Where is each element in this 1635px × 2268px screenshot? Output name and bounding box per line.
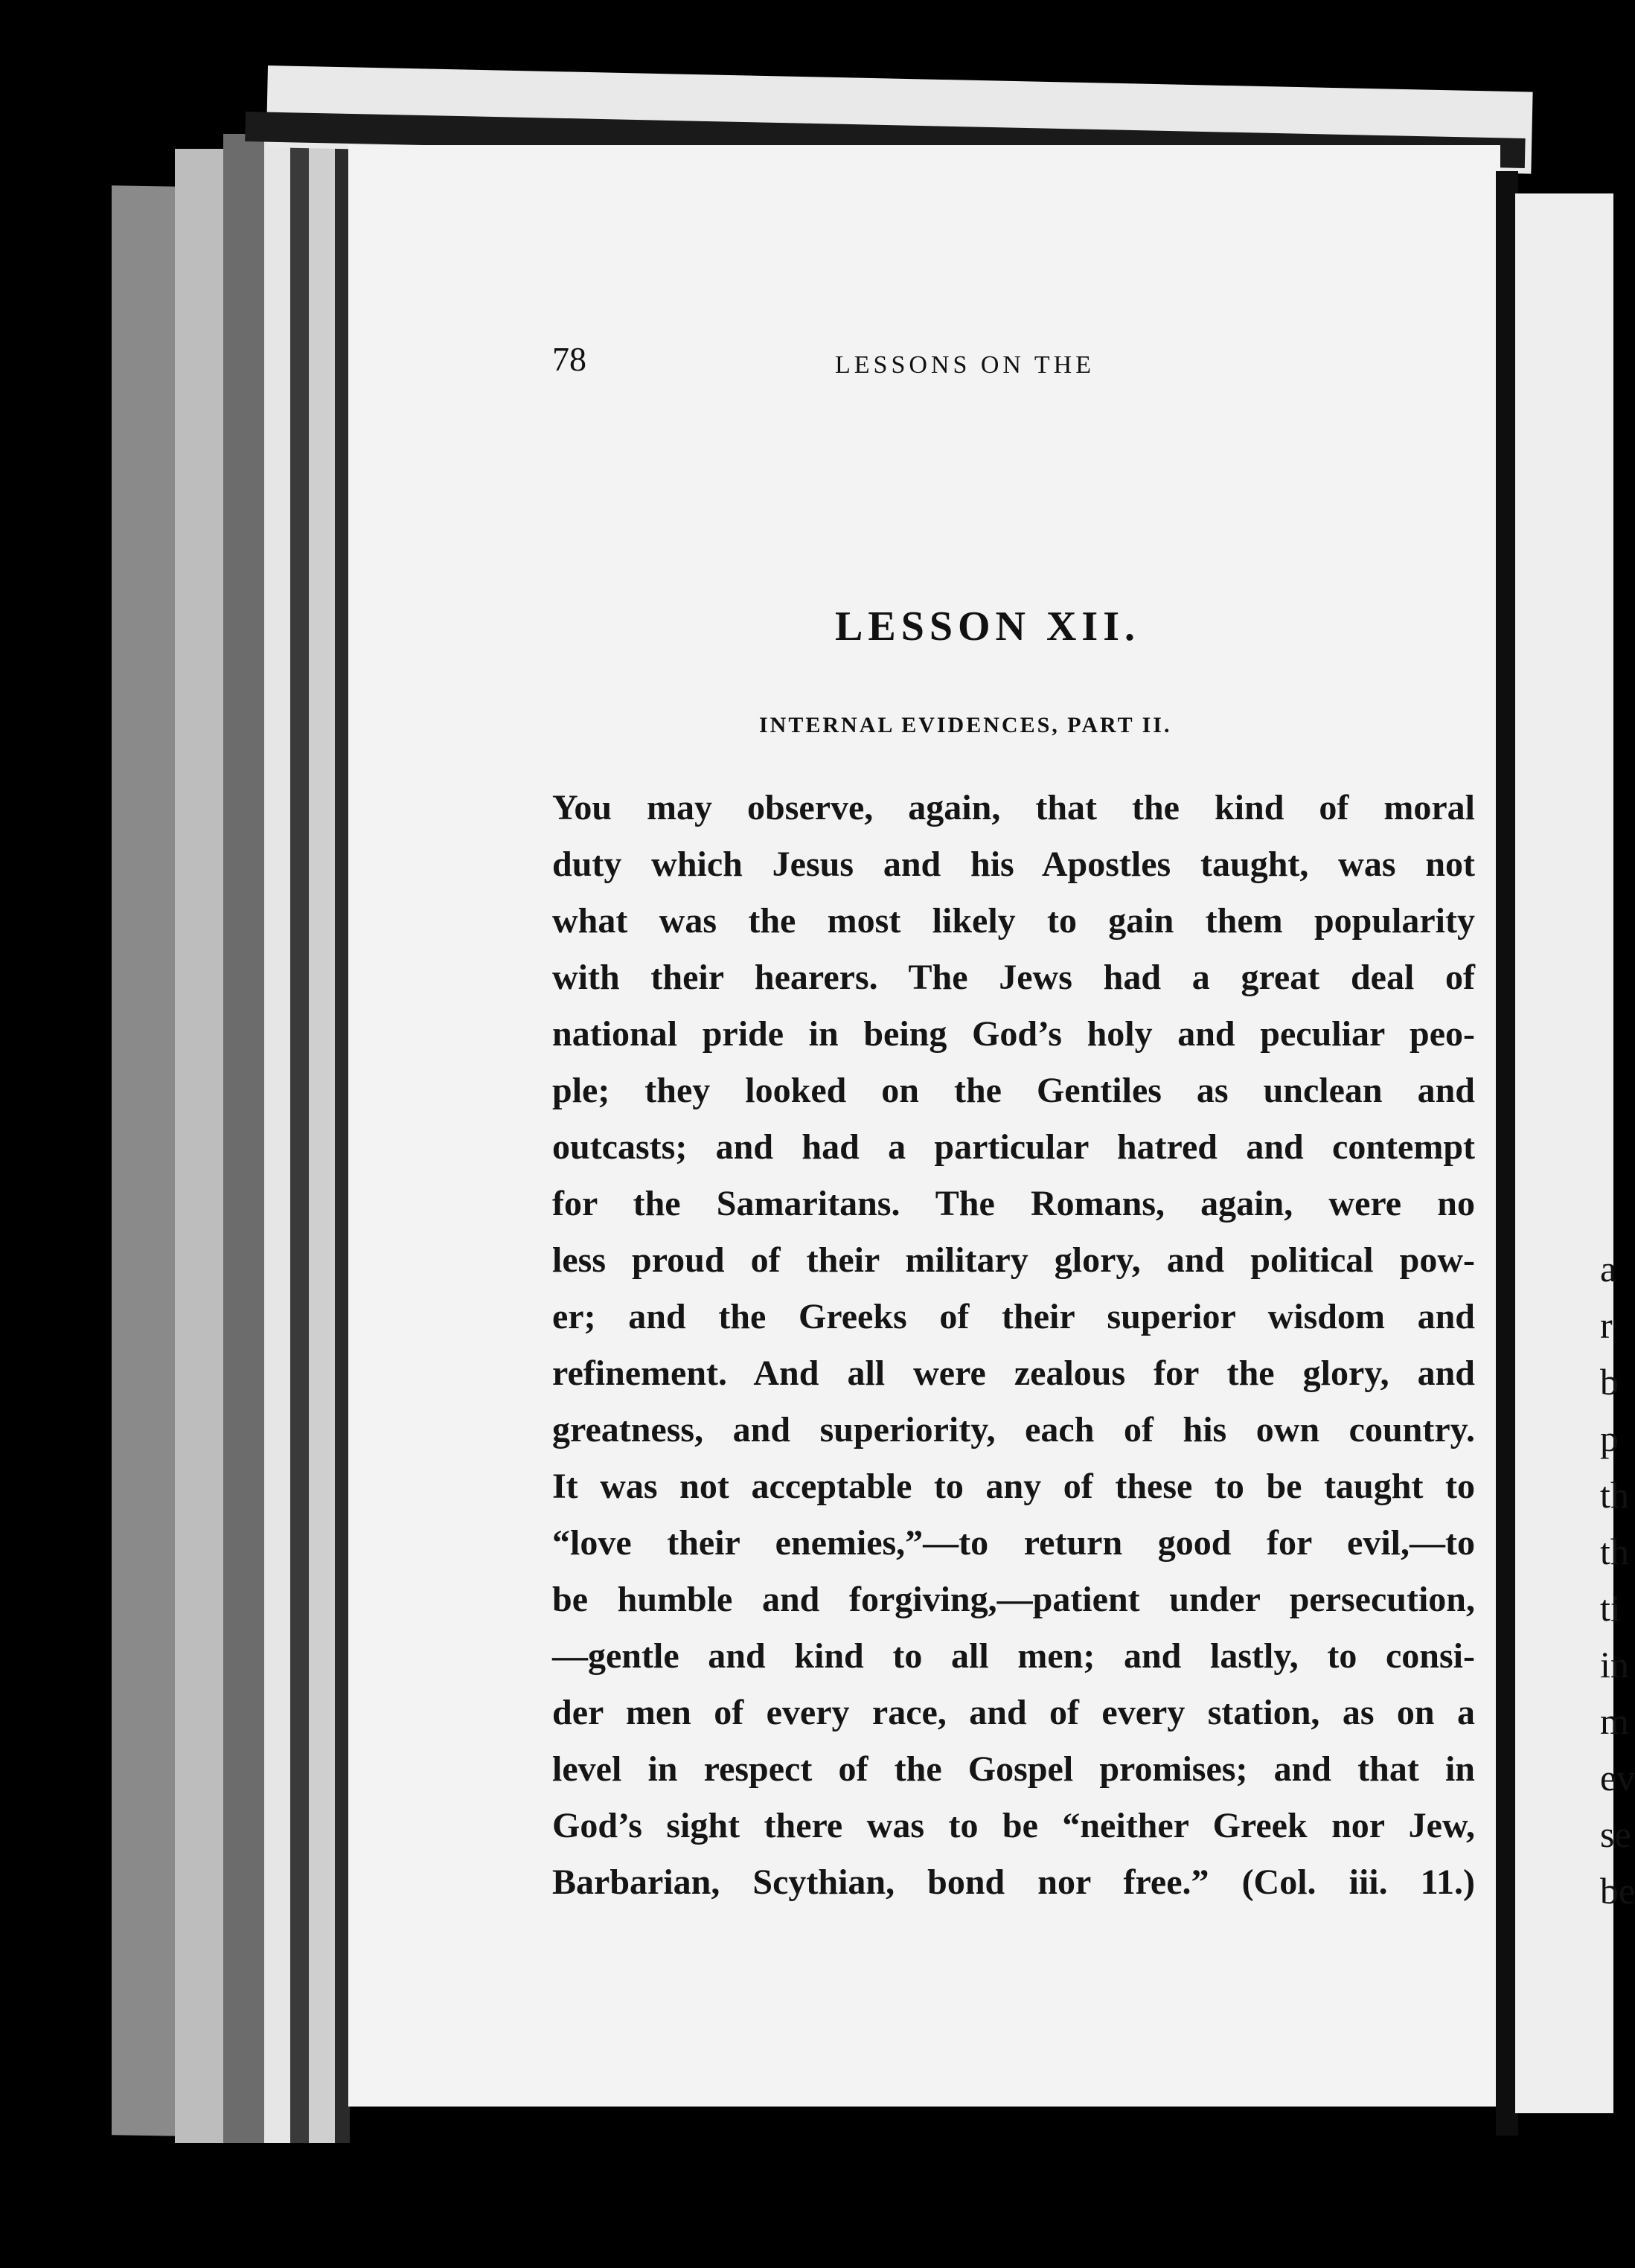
body-line: greatness, and superiority, each of his own country. [552, 1410, 1475, 1449]
lesson-subtitle: INTERNAL EVIDENCES, PART II. [759, 713, 1172, 737]
facing-page-fragment: ti [1600, 1587, 1621, 1629]
page-edge [175, 149, 227, 2143]
body-line: er; and the Greeks of their superior wisdom and [552, 1297, 1475, 1336]
body-line: for the Samaritans. The Romans, again, were no [552, 1184, 1475, 1223]
facing-page-fragment: se [1600, 1813, 1631, 1855]
body-line: duty which Jesus and his Apostles taught, was not [552, 845, 1475, 884]
page-edge [112, 185, 179, 2136]
facing-page-fragment: r [1600, 1304, 1613, 1346]
body-line: der men of every race, and of every station, as on a [552, 1693, 1475, 1732]
page-edge [335, 138, 350, 2143]
body-line: ple; they looked on the Gentiles as unclean and [552, 1071, 1475, 1110]
running-head: LESSONS ON THE [835, 351, 1095, 379]
body-line: You may observe, again, that the kind of moral [552, 788, 1475, 827]
body-line: —gentle and kind to all men; and lastly, to consi- [552, 1636, 1475, 1676]
body-line: outcasts; and had a particular hatred and contempt [552, 1127, 1475, 1167]
lesson-title: LESSON XII. [835, 603, 1141, 650]
facing-page-fragment: m [1600, 1700, 1629, 1742]
body-line: be humble and forgiving,—patient under persecution, [552, 1580, 1475, 1619]
page-edge [264, 126, 294, 2143]
body-line: “love their enemies,”—to return good for evil,—to [552, 1523, 1475, 1563]
body-line: with their hearers. The Jews had a great deal of [552, 958, 1475, 997]
facing-page-fragment: in [1600, 1644, 1629, 1685]
body-line: refinement. And all were zealous for the glory, and [552, 1354, 1475, 1393]
facing-page [1515, 193, 1613, 2113]
facing-page-fragment: th [1600, 1531, 1629, 1572]
body-line: what was the most likely to gain them popularity [552, 901, 1475, 941]
facing-page-fragment: p [1600, 1418, 1619, 1459]
facing-page-fragment: a [1600, 1248, 1617, 1290]
body-line: level in respect of the Gospel promises; and that in [552, 1749, 1475, 1789]
body-line: national pride in being God’s holy and peculiar peo- [552, 1014, 1475, 1054]
facing-page-fragment: ev [1600, 1757, 1635, 1798]
facing-page-fragment: be [1600, 1870, 1635, 1912]
page-edge [309, 134, 339, 2143]
page-edge [223, 134, 268, 2143]
facing-page-fragment: b [1600, 1361, 1619, 1403]
body-line: Barbarian, Scythian, bond nor free.” (Col. iii. 11.) [552, 1862, 1475, 1902]
facing-page-fragment: th [1600, 1474, 1629, 1516]
body-line: less proud of their military glory, and political pow- [552, 1240, 1475, 1280]
body-line: God’s sight there was to be “neither Greek nor Jew, [552, 1806, 1475, 1845]
body-line: It was not acceptable to any of these to be taught to [552, 1467, 1475, 1506]
page-number: 78 [552, 340, 586, 378]
